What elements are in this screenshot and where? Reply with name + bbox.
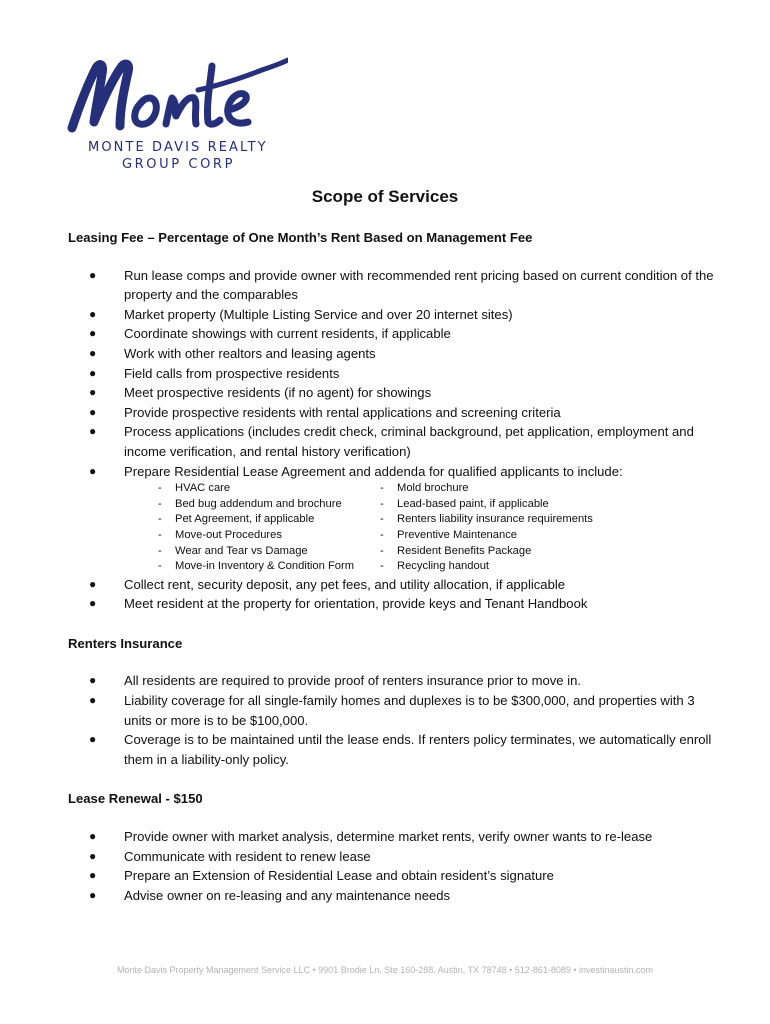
renewal-list bbox=[68, 827, 718, 905]
bullet-icon: ● bbox=[89, 868, 97, 883]
bullet-icon: ● bbox=[89, 887, 97, 902]
addenda-item: - Bed bug addendum and brochure bbox=[158, 497, 342, 510]
bullet-icon: ● bbox=[89, 385, 97, 400]
addenda-list-right bbox=[380, 481, 593, 575]
list-item: ● Communicate with resident to renew lease bbox=[68, 847, 718, 867]
section-heading-renewal: Lease Renewal - $150 bbox=[68, 791, 203, 807]
addenda-item: - HVAC care bbox=[158, 482, 231, 495]
addenda-lists bbox=[158, 481, 718, 575]
addenda-item: - Move-out Procedures bbox=[158, 528, 282, 541]
company-logo bbox=[66, 44, 296, 170]
monte-script-logo bbox=[66, 44, 288, 136]
bullet-icon: ● bbox=[89, 829, 97, 844]
bullet-icon: ● bbox=[89, 326, 97, 341]
bullet-icon: ● bbox=[89, 424, 97, 439]
addenda-list-left bbox=[158, 481, 380, 575]
bullet-icon: ● bbox=[89, 693, 97, 708]
leasing-list bbox=[68, 266, 718, 482]
bullet-icon: ● bbox=[89, 345, 97, 360]
bullet-icon: ● bbox=[89, 576, 97, 591]
list-item: ● Work with other realtors and leasing agents bbox=[68, 344, 718, 364]
list-item: ● Field calls from prospective residents bbox=[68, 364, 718, 384]
page-title: Scope of Services bbox=[311, 187, 459, 206]
insurance-list bbox=[68, 671, 718, 769]
list-item: ● Prepare Residential Lease Agreement and addenda for qualified applicants to include: bbox=[68, 462, 718, 482]
bullet-icon: ● bbox=[89, 848, 97, 863]
bullet-icon: ● bbox=[89, 404, 97, 419]
bullet-icon: ● bbox=[89, 365, 97, 380]
addenda-item: - Move-in Inventory & Condition Form bbox=[158, 560, 355, 573]
logo-company-suffix: GROUP CORP bbox=[122, 157, 236, 172]
leasing-list-continued bbox=[68, 575, 718, 614]
list-item: ● Market property (Multiple Listing Service and over 20 internet sites) bbox=[68, 305, 718, 325]
addenda-item: - Renters liability insurance requirements bbox=[380, 513, 593, 526]
list-item: ● Collect rent, security deposit, any pet fees, and utility allocation, if applicable bbox=[68, 575, 718, 595]
logo-company-name: MONTE DAVIS REALTY bbox=[88, 140, 268, 155]
bullet-icon: ● bbox=[89, 732, 97, 747]
list-item: ● Process applications (includes credit check, criminal background, pet application, employment and income verification, and rental history verification) bbox=[89, 424, 694, 459]
document-body bbox=[68, 228, 718, 905]
list-item: ● Liability coverage for all single-family homes and duplexes is to be $300,000, and properties with 3 units or more is to be $100,000. bbox=[89, 693, 695, 728]
list-item: ● Coordinate showings with current residents, if applicable bbox=[68, 324, 718, 344]
section-heading-leasing: Leasing Fee – Percentage of One Month’s Rent Based on Management Fee bbox=[68, 230, 533, 245]
page-footer: Monte Davis Property Management Service LLC • 9901 Brodie Ln, Ste 160-288, Austin, TX 78748 • 512-861-8089 • investinaustin.com bbox=[116, 965, 654, 975]
list-item: ● Meet prospective residents (if no agent) for showings bbox=[68, 383, 718, 403]
bullet-icon: ● bbox=[89, 463, 97, 478]
list-item: ● All residents are required to provide proof of renters insurance prior to move in. bbox=[68, 671, 718, 691]
addenda-item: - Resident Benefits Package bbox=[380, 544, 532, 557]
addenda-item: - Recycling handout bbox=[380, 560, 490, 573]
section-heading-insurance: Renters Insurance bbox=[68, 635, 183, 651]
list-item: ● Provide owner with market analysis, determine market rents, verify owner wants to re-lease bbox=[68, 827, 718, 847]
addenda-item: - Mold brochure bbox=[380, 482, 469, 495]
addenda-item: - Preventive Maintenance bbox=[380, 528, 518, 541]
list-item: ● Meet resident at the property for orientation, provide keys and Tenant Handbook bbox=[68, 594, 718, 614]
bullet-icon: ● bbox=[89, 673, 97, 688]
list-item: ● Advise owner on re-leasing and any maintenance needs bbox=[68, 886, 718, 906]
addenda-item: - Pet Agreement, if applicable bbox=[158, 513, 315, 526]
list-item: ● Provide prospective residents with rental applications and screening criteria bbox=[68, 403, 718, 423]
list-item: ● Run lease comps and provide owner with recommended rent pricing based on current condition of the property and the comparables bbox=[89, 267, 714, 303]
addenda-item: - Lead-based paint, if applicable bbox=[380, 497, 549, 510]
bullet-icon: ● bbox=[89, 267, 97, 282]
list-item: ● Prepare an Extension of Residential Lease and obtain resident’s signature bbox=[68, 866, 718, 886]
bullet-icon: ● bbox=[89, 596, 97, 611]
bullet-icon: ● bbox=[89, 306, 97, 321]
addenda-item: - Wear and Tear vs Damage bbox=[158, 544, 308, 557]
list-item: ● Coverage is to be maintained until the lease ends. If renters policy terminates, we automatically enroll them in a liability-only policy. bbox=[89, 732, 712, 767]
